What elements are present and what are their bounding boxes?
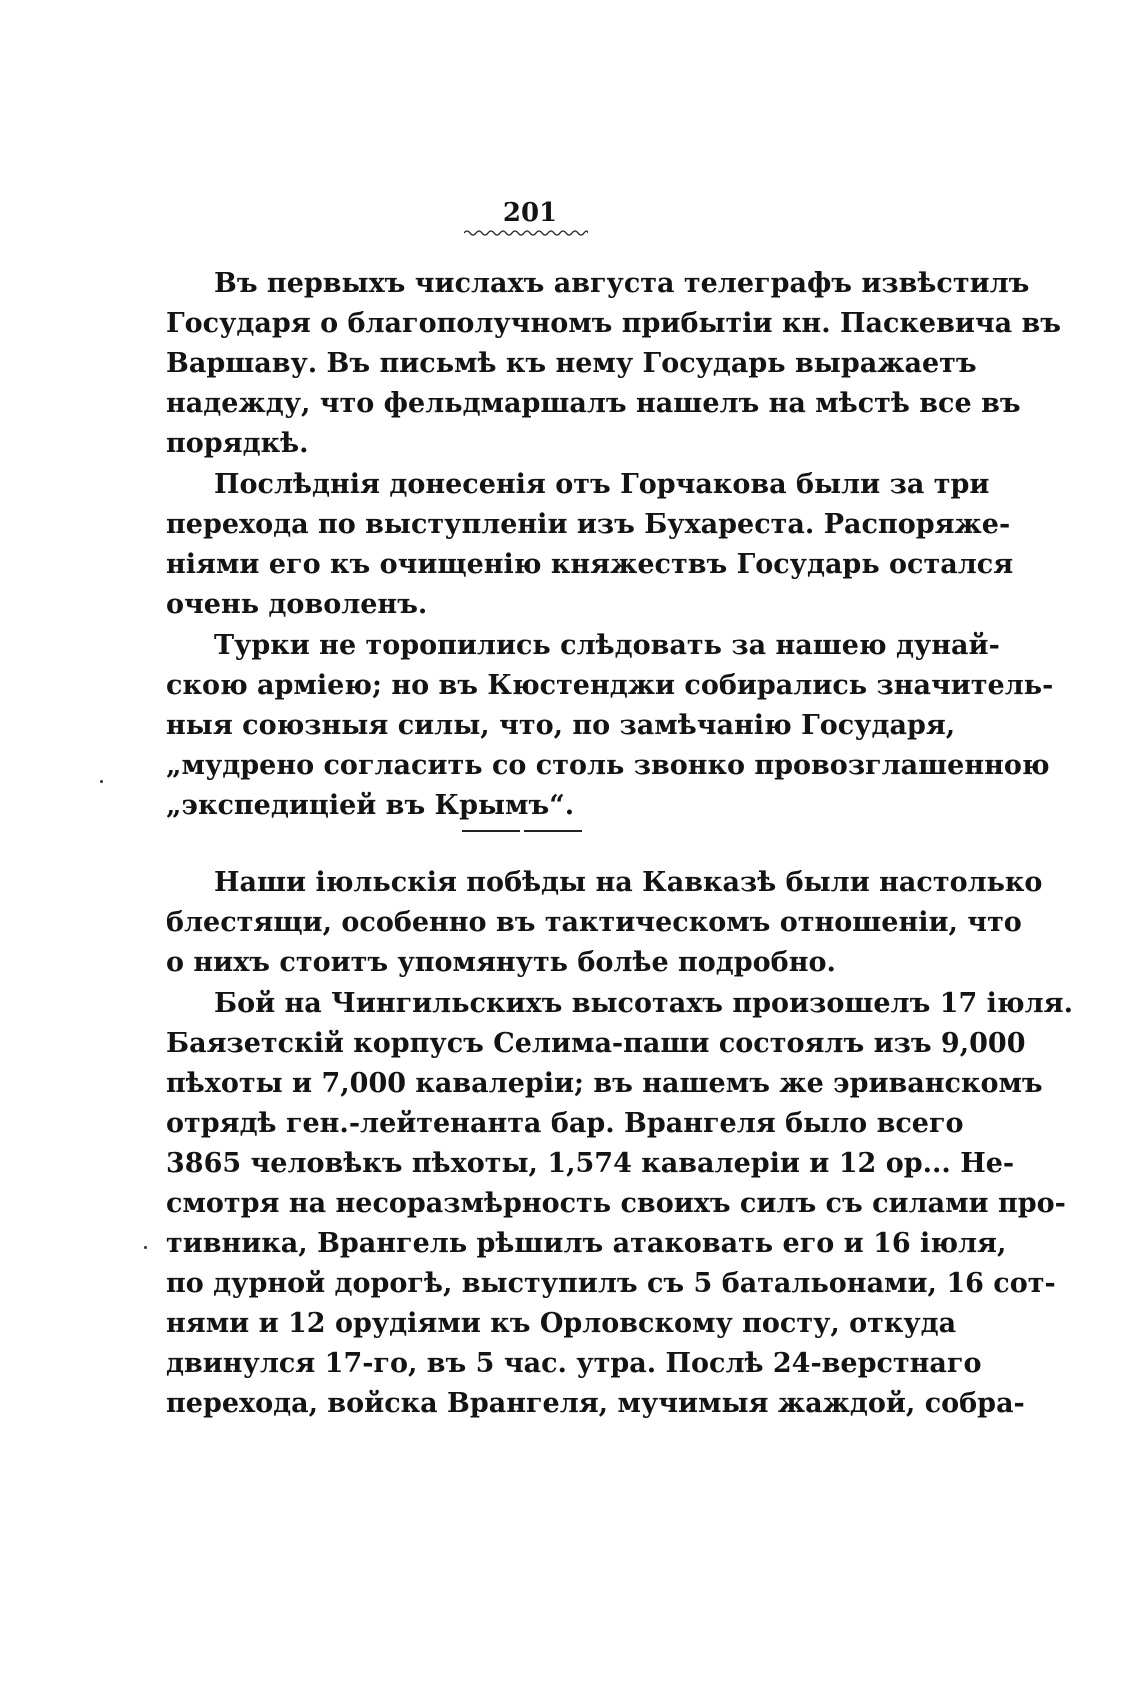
text-line: порядкѣ. <box>166 428 309 459</box>
text-line: двинулся 17-го, въ 5 час. утра. Послѣ 24-верстнаго <box>166 1348 982 1379</box>
section-divider <box>462 830 582 832</box>
text-line: блестящи, особенно въ тактическомъ отношеніи, что <box>166 907 1022 938</box>
text-line: „экспедиціей въ Крымъ“. <box>166 790 575 821</box>
text-line: надежду, что фельдмаршалъ нашелъ на мѣстѣ все въ <box>166 388 1021 419</box>
wavy-ornament-rule <box>464 228 588 238</box>
text-line: Наши іюльскія побѣды на Кавказѣ были настолько <box>214 867 1043 898</box>
text-line: нями и 12 орудіями къ Орловскому посту, откуда <box>166 1308 957 1339</box>
text-line: перехода по выступленіи изъ Бухареста. Распоряже- <box>166 509 1011 540</box>
text-line: Послѣднія донесенія отъ Горчакова были за три <box>214 469 990 500</box>
text-line: Турки не торопились слѣдовать за нашею дунай- <box>214 630 1000 661</box>
text-line: Баязетскій корпусъ Селима-паши состоялъ изъ 9,000 <box>166 1028 1026 1059</box>
text-line: Бой на Чингильскихъ высотахъ произошелъ 17 іюля. <box>214 988 1073 1019</box>
text-line: смотря на несоразмѣрность своихъ силъ съ силами про- <box>166 1188 1066 1219</box>
text-line: перехода, войска Врангеля, мучимыя жаждой, собра- <box>166 1388 1025 1419</box>
text-line: 3865 человѣкъ пѣхоты, 1,574 кавалеріи и 12 ор... Не- <box>166 1148 1015 1179</box>
text-line: Государя о благополучномъ прибытіи кн. Паскевича въ <box>166 308 1062 339</box>
text-line: пѣхоты и 7,000 кавалеріи; въ нашемъ же эриванскомъ <box>166 1068 1043 1099</box>
text-line: ніями его къ очищенію княжествъ Государь остался <box>166 549 1014 580</box>
text-line: Варшаву. Въ письмѣ къ нему Государь выражаетъ <box>166 348 977 379</box>
text-line: очень доволенъ. <box>166 589 428 620</box>
text-line: ныя союзныя силы, что, по замѣчанію Государя, <box>166 710 956 741</box>
page-number: 201 <box>502 198 558 228</box>
text-line: отрядѣ ген.-лейтенанта бар. Врангеля было всего <box>166 1108 964 1139</box>
text-line: скою арміею; но въ Кюстенджи собирались значитель- <box>166 670 1054 701</box>
text-line: о нихъ стоитъ упомянуть болѣе подробно. <box>166 947 836 978</box>
print-speck <box>100 780 103 783</box>
text-line: по дурной дорогѣ, выступилъ съ 5 батальонами, 16 сот- <box>166 1268 1056 1299</box>
text-line: Въ первыхъ числахъ августа телеграфъ извѣстилъ <box>214 268 1030 299</box>
print-speck <box>144 1246 147 1249</box>
text-line: тивника, Врангель рѣшилъ атаковать его и 16 іюля, <box>166 1228 1007 1259</box>
text-line: „мудрено согласить со столь звонко провозглашенною <box>166 750 1050 781</box>
